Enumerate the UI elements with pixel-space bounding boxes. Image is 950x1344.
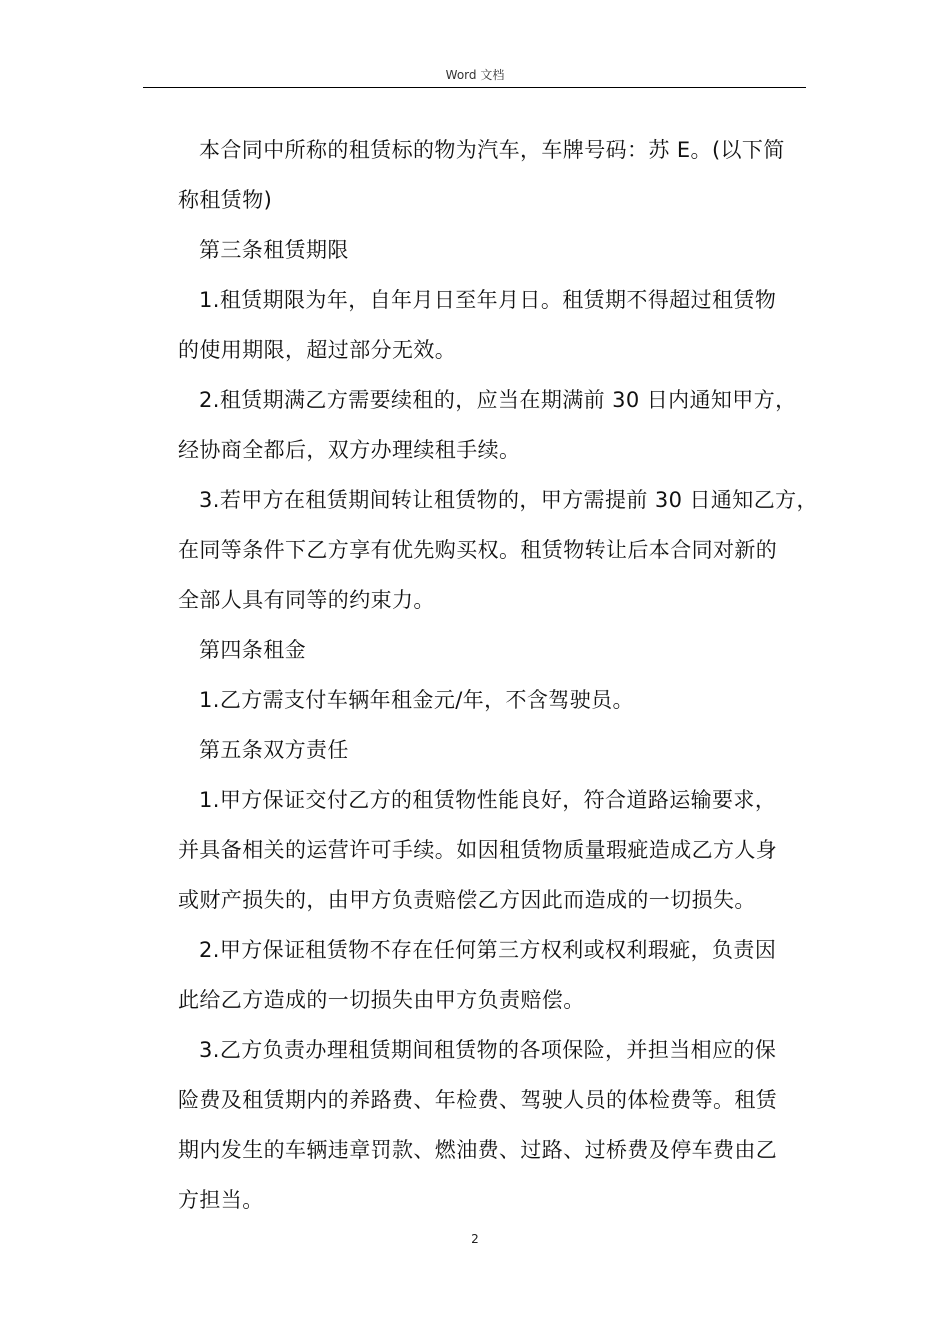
paragraph-line: 此给乙方造成的一切损失由甲方负责赔偿。 — [178, 988, 585, 1012]
paragraph-line: 3.乙方负责办理租赁期间租赁物的各项保险，并担当相应的保 — [199, 1038, 777, 1062]
paragraph-line: 1.甲方保证交付乙方的租赁物性能良好，符合道路运输要求， — [199, 788, 777, 812]
document-body — [178, 125, 823, 1225]
page-header-title: Word 文档 — [445, 68, 505, 82]
paragraph-line: 本合同中所称的租赁标的物为汽车，车牌号码：苏 E。(以下简 — [199, 138, 785, 162]
paragraph — [178, 675, 823, 725]
paragraph — [178, 375, 823, 475]
paragraph-line: 2.甲方保证租赁物不存在任何第三方权利或权利瑕疵，负责因 — [199, 938, 777, 962]
paragraph-line: 经协商全都后，双方办理续租手续。 — [178, 438, 521, 462]
paragraph-line: 全部人具有同等的约束力。 — [178, 588, 435, 612]
paragraph-line: 称租赁物) — [178, 188, 273, 212]
paragraph — [178, 475, 823, 625]
paragraph — [178, 775, 823, 925]
paragraph-line: 1.租赁期限为年，自年月日至年月日。租赁期不得超过租赁物 — [199, 288, 777, 312]
paragraph-line: 在同等条件下乙方享有优先购买权。租赁物转让后本合同对新的 — [178, 538, 778, 562]
paragraph — [178, 625, 823, 675]
page-number: 2 — [471, 1232, 479, 1246]
paragraph — [178, 225, 823, 275]
paragraph-line: 的使用期限，超过部分无效。 — [178, 338, 457, 362]
paragraph-line: 险费及租赁期内的养路费、年检费、驾驶人员的体检费等。租赁 — [178, 1088, 778, 1112]
header-divider — [143, 87, 806, 88]
paragraph-line: 1.乙方需支付车辆年租金元/年，不含驾驶员。 — [199, 688, 634, 712]
paragraph — [178, 925, 823, 1025]
paragraph-line: 第四条租金 — [199, 638, 306, 662]
paragraph-line: 方担当。 — [178, 1188, 264, 1212]
paragraph-line: 并具备相关的运营许可手续。如因租赁物质量瑕疵造成乙方人身 — [178, 838, 778, 862]
paragraph — [178, 125, 823, 225]
paragraph-line: 第五条双方责任 — [199, 738, 349, 762]
paragraph-line: 或财产损失的，由甲方负责赔偿乙方因此而造成的一切损失。 — [178, 888, 756, 912]
paragraph — [178, 1025, 823, 1225]
paragraph — [178, 275, 823, 375]
paragraph-line: 第三条租赁期限 — [199, 238, 349, 262]
paragraph-line: 3.若甲方在租赁期间转让租赁物的，甲方需提前 30 日通知乙方， — [199, 488, 818, 512]
paragraph — [178, 725, 823, 775]
paragraph-line: 2.租赁期满乙方需要续租的，应当在期满前 30 日内通知甲方， — [199, 388, 797, 412]
paragraph-line: 期内发生的车辆违章罚款、燃油费、过路、过桥费及停车费由乙 — [178, 1138, 778, 1162]
